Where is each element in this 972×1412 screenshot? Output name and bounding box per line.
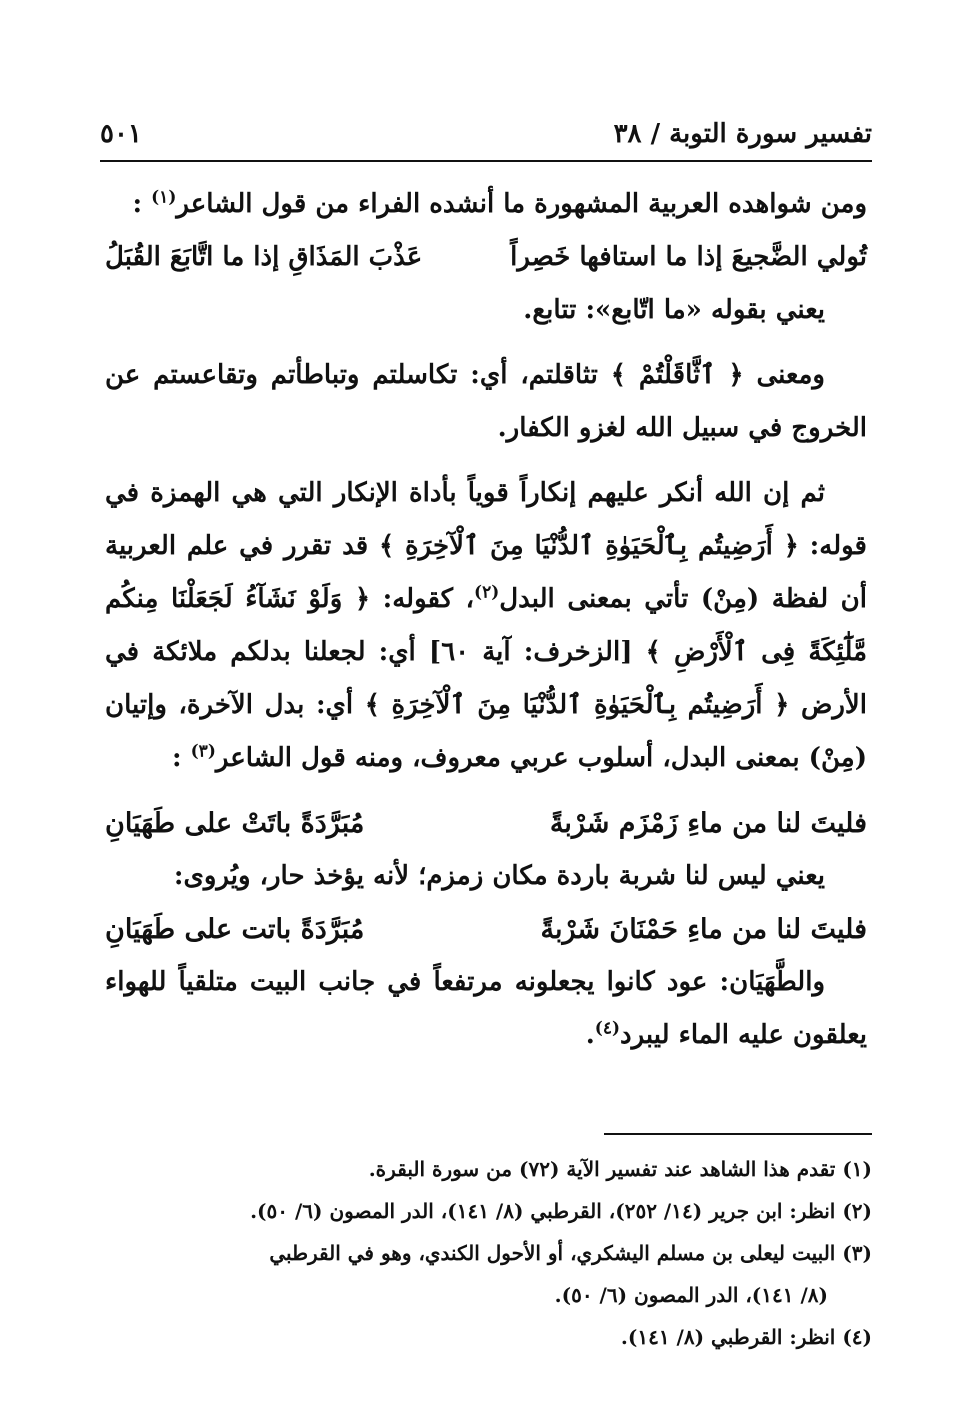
verse-second-hemistich: عَذْبَ المَذَاقِ إذا ما اتَّابَعَ القُبَلُ (105, 242, 423, 272)
paragraph-text: ، كقوله: ﴿ وَلَوْ نَشَآءُ لَجَعَلْنَا مِنكُم مَّلَٰٓئِكَةً فِى ٱلْأَرْضِ ﴾ [الزخرف: آية ٦٠] أي: لجعلنا بدلكم ملائكة في الأرض ﴿ أَرَضِيتُم بِٱلْحَيَوٰةِ ٱلدُّنْيَا مِنَ ٱلْآخِرَةِ ﴾ أي: بدل الآخرة، وإتيان (مِنْ) بمعنى البدل، أسلوب عربي معروف، ومنه قول الشاعر (105, 584, 867, 773)
footnote: (٢) انظر: ابن جرير (١٤/ ٢٥٢)، القرطبي (٨/ ١٤١)، الدر المصون (٦/ ٥٠). (250, 1199, 872, 1223)
paragraph (105, 178, 867, 231)
running-title: تفسير سورة التوبة / ٣٨ (613, 119, 872, 149)
paragraph-text: . (585, 1020, 595, 1050)
paragraph (105, 467, 867, 785)
verse-first-hemistich: تُولي الضَّجيعَ إذا ما استافها خَصِراً (510, 242, 867, 272)
paragraph-text: : (132, 189, 143, 219)
poetry-verse (105, 231, 867, 284)
paragraph-text: والطَّهَيَان: عود كانوا يجعلونه مرتفعاً في جانب البيت متلقياً للهواء يعلقون عليه الماء ليبرد (105, 967, 867, 1050)
verse-second-hemistich: مُبَرَّدَةً باتَتْ على طَهَيَانِ (105, 808, 365, 839)
running-header (100, 112, 872, 156)
footnote-ref: (١) (151, 187, 177, 208)
footnote-ref: (٢) (474, 582, 500, 603)
footnote: (٤) انظر: القرطبي (٨/ ١٤١). (620, 1325, 872, 1349)
poetry-verse (105, 797, 867, 850)
paragraph-text: : (171, 743, 182, 773)
main-text (105, 178, 867, 1062)
footnote-ref: (٤) (594, 1018, 620, 1039)
header-rule (100, 160, 872, 162)
paragraph-text: ثم إن الله أنكر عليهم إنكاراً قوياً بأداة الإنكار التي هي الهمزة في قوله: ﴿ أَرَضِيتُم بِٱلْحَيَوٰةِ ٱلدُّنْيَا مِنَ ٱلْآخِرَةِ ﴾ قد تقرر في علم العربية أن لفظة (مِنْ) تأتي بمعنى البدل (105, 478, 867, 614)
footnote-separator (604, 1133, 872, 1135)
paragraph: ومعنى ﴿ ٱثَّاقَلْتُمْ ﴾ تثاقلتم، أي: تكاسلتم وتباطأتم وتقاعستم عن الخروج في سبيل الله لغزو الكفار. (105, 360, 867, 443)
poetry-verse (105, 903, 867, 956)
paragraph-text: ومن شواهده العربية المشهورة ما أنشده الفراء من قول الشاعر (176, 189, 867, 219)
verse-first-hemistich: فليتَ لنا من ماءِ زَمْزَم شَرْبةً (549, 808, 867, 839)
footnote-continuation: (٨/ ١٤١)، الدر المصون (٦/ ٥٠). (554, 1283, 828, 1307)
paragraph: يعني ليس لنا شربة باردة مكان زمزم؛ لأنه يؤخذ حار، ويُروى: (173, 861, 825, 891)
verse-first-hemistich: فليتَ لنا من ماءِ حَمْنَانَ شَرْبةً (540, 914, 867, 945)
footnote: (١) تقدم هذا الشاهد عند تفسير الآية (٧٢) من سورة البقرة. (368, 1157, 872, 1181)
footnote-ref: (٣) (190, 741, 216, 762)
verse-second-hemistich: مُبَرَّدَةً باتت على طَهَيَانِ (105, 914, 365, 945)
footnotes (105, 1148, 872, 1358)
page-number: ٥٠١ (100, 119, 142, 149)
paragraph: يعني بقوله «ما اتّابع»: تتابع. (523, 295, 825, 325)
paragraph (105, 956, 867, 1062)
footnote: (٣) البيت ليعلى بن مسلم اليشكري، أو الأحول الكندي، وهو في القرطبي (269, 1241, 872, 1265)
